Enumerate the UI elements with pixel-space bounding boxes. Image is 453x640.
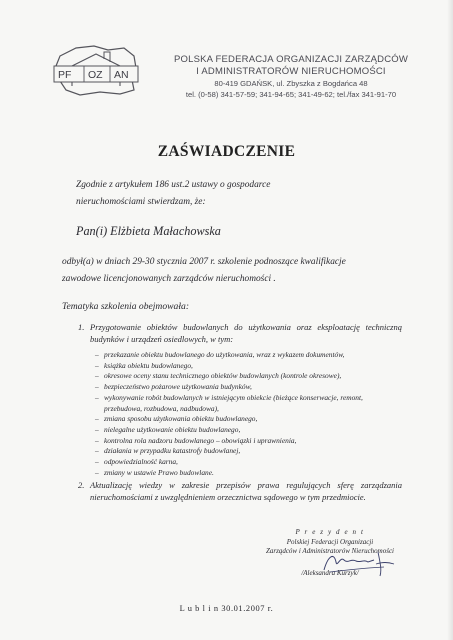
sub-item-dash: –	[95, 457, 99, 467]
sub-item	[95, 382, 394, 393]
sub-item	[95, 435, 394, 447]
intro-line1: Zgodnie z artykułem 186 ust.2 ustawy o gospodarce	[76, 180, 271, 190]
signature-org-line1: Polskiej Federacji Organizacji	[286, 537, 374, 546]
sub-item-dash: –	[95, 446, 99, 456]
logo-text-an: AN	[114, 69, 129, 81]
sub-item	[95, 457, 394, 468]
training-statement	[62, 254, 412, 288]
sub-item-dash: –	[95, 424, 99, 434]
org-name-line2: I ADMINISTRATORÓW NIERUCHOMOŚCI	[196, 66, 386, 77]
sub-item-text: działania w przypadku katastrofy budowlanej,	[104, 446, 241, 456]
org-address: 80-419 GDAŃSK, ul. Zbyszka z Bogdańca 48	[214, 79, 368, 88]
logo-text-pf: PF	[58, 69, 72, 81]
subject-item-2	[78, 480, 402, 503]
sub-item-dash: –	[95, 360, 99, 370]
sub-item	[95, 424, 394, 436]
signature-name: /Aleksandra Kurzyk/	[301, 568, 359, 577]
subject-sub-list	[95, 350, 394, 478]
sub-item	[95, 467, 394, 479]
sub-item-text: bezpieczeństwo pożarowe użytkowania budynków,	[104, 382, 252, 392]
logo-text-oz: OZ	[88, 69, 103, 81]
subjects-heading: Tematyka szkolenia obejmowała:	[62, 301, 190, 312]
sub-item-text: okresowe oceny stanu technicznego obiektów budowlanych (kontrole okresowe),	[104, 371, 342, 381]
subject-item-2-text: Aktualizację wiedzy w zakresie przepisów prawa regulujących sferę zarządzania nieruchomościami z uwzględnieniem orzecznictwa sądowego w tym przedmiocie.	[90, 480, 402, 502]
sub-item-text: zmiany w ustawie Prawo budowlane.	[104, 467, 214, 477]
signature-org-line2: Zarządców i Administratorów Nieruchomości	[265, 547, 395, 555]
sub-item	[95, 446, 394, 457]
place-and-date: L u b l i n 30.01.2007 r.	[179, 604, 274, 613]
sub-item-text: zmiana sposobu użytkowania obiektu budowlanego,	[104, 414, 258, 424]
intro-text	[76, 177, 406, 211]
subject-item-1	[78, 322, 402, 345]
certificate-title: ZAŚWIADCZENIE	[157, 143, 296, 160]
sub-item-text: kontrolna rola nadzoru budowlanego – obowiązki i uprawnienia,	[104, 435, 297, 445]
org-phones: tel. (0-58) 341-57-59; 341-94-65; 341-49-62; tel./fax 341-91-70	[185, 90, 397, 99]
subject-item-1-text: Przygotowanie obiektów budowlanych do użytkowania oraz eksploatację techniczną budynków i urządzeń osiedlowych, w tym:	[90, 322, 402, 344]
pfozan-logo	[50, 42, 142, 98]
intro-line2: nieruchomościami stwierdzam, że:	[76, 197, 206, 207]
sub-item-text: przekazanie obiektu budowlanego do użytkowania, wraz z wykazem dokumentów,	[104, 350, 345, 359]
sub-item-dash: –	[95, 350, 99, 359]
subject-item-2-number: 2.	[78, 480, 85, 490]
sub-item-dash: –	[95, 382, 99, 392]
sub-item	[95, 350, 394, 361]
participant-name: Pan(i) Elżbieta Małachowska	[76, 224, 221, 238]
sub-item-text: wykonywanie robót budowlanych w istniejącym obiekcie (bieżące konserwacje, remont, przebudowa, rozbudowa, nadbudowa),	[104, 392, 363, 413]
sub-item-dash: –	[95, 467, 99, 477]
sub-item	[95, 392, 394, 414]
signature-role: P r e z y d e n t	[295, 528, 365, 536]
org-name-line1: POLSKA FEDERACJA ORGANIZACJI ZARZĄDCÓW	[173, 54, 409, 65]
training-line2: zawodowe licencjonowanych zarządców nieruchomości .	[62, 274, 276, 284]
sub-item	[95, 414, 394, 425]
organization-header	[146, 54, 436, 100]
sub-item-text: nielegalne użytkowanie obiektu budowlanego,	[104, 424, 241, 434]
handwritten-signature	[318, 548, 398, 578]
paper-edge-shadow	[447, 0, 453, 640]
sub-item-dash: –	[95, 414, 99, 424]
subject-item-1-number: 1.	[78, 322, 85, 332]
sub-item	[95, 371, 394, 382]
training-line1: odbył(a) w dniach 29-30 stycznia 2007 r. szkolenie podnoszące kwalifikacje	[62, 257, 346, 267]
sub-item-dash: –	[95, 392, 99, 402]
sub-item-text: odpowiedzialność karna,	[104, 457, 178, 467]
sub-item-dash: –	[95, 435, 99, 445]
sub-item	[95, 360, 394, 372]
sub-item-text: książka obiektu budowlanego,	[104, 360, 193, 370]
sub-item-dash: –	[95, 371, 99, 381]
